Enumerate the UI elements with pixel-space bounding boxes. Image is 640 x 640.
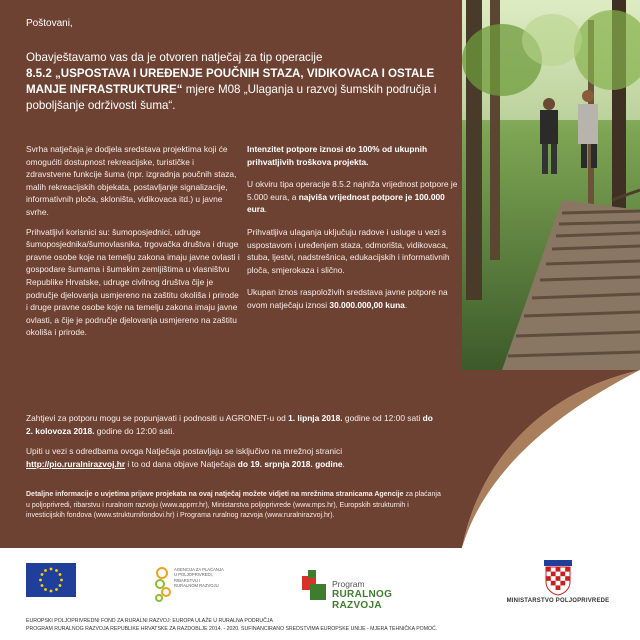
- intro-lead: Obavještavamo vas da je otvoren natječaj za tip operacije: [26, 51, 323, 64]
- total-text: [247, 286, 459, 311]
- program-label: Program: [332, 579, 365, 589]
- program-name: RURALNOG RAZVOJA: [332, 589, 393, 611]
- forest-stairs-photo: [462, 0, 640, 370]
- apply-tail: godine do 12:00 sati.: [94, 426, 175, 436]
- leaf-decoration: [462, 370, 640, 548]
- left-column: [26, 143, 240, 346]
- intro-paragraph: [26, 50, 462, 114]
- inquiries-mid: i to od dana objave Natječaja: [125, 459, 238, 469]
- footer-line-1: EUROPSKI POLJOPRIVREDNI FOND ZA RURALNI RAZVOJ: EUROPA ULAŽE U RURALNA PODRUČJA: [26, 618, 273, 624]
- footer-line-2: PROGRAM RURALNOG RAZVOJA REPUBLIKE HRVATSKE ZA RAZDOBLJE 2014. - 2020. SUFINANCIRANO SREDSTVIMA EUROPSKE UNIJE - MJERA TEHNIČKA POMOĆ.: [26, 626, 438, 632]
- agency-name: AGENCIJA ZA PLAĆANJA U POLJOPRIVREDI, RIBARSTVU I RURALNOM RAZVOJU: [174, 567, 224, 588]
- total-lead: Ukupan iznos raspoloživih sredstava javne potpore na ovom natječaju iznosi: [247, 287, 448, 310]
- total-tail: .: [404, 299, 408, 310]
- intensity-text: Intenzitet potpore iznosi do 100% od ukupnih prihvatljivih troškova projekta.: [247, 144, 428, 167]
- right-column: [247, 143, 459, 322]
- minmax-text: [247, 178, 459, 216]
- inquiries-tail: .: [342, 459, 345, 469]
- inquiries-lead: Upiti u vezi s odredbama ovoga Natječaja postavljaju se isključivo na mrežnoj stranici: [26, 446, 343, 456]
- intro-tail: mjere M08 „Ulaganja u razvoj šumskih područja i poboljšanje održivosti šuma“.: [26, 83, 437, 112]
- start-date: 1. lipnja 2018.: [288, 413, 343, 423]
- application-dates: [26, 412, 436, 438]
- greeting: Poštovani,: [26, 18, 73, 29]
- eu-flag-logo: [26, 563, 76, 597]
- purpose-text: Svrha natječaja je dodjela sredstava projektima koji će omogućiti dostupnost rekreacijske, turističke i zdravstvene funkcije šuma (npr. izgradnja poučnih staza, malih rekreacijskih objekata, postavljanje signalizacije, informativnih ploča, skloništa, vidikovaca itd.) u javne svrhe.: [26, 144, 237, 217]
- total-amount: 30.000.000,00 kuna: [329, 299, 405, 310]
- pio-link[interactable]: http://pio.ruralnirazvoj.hr: [26, 459, 126, 469]
- apply-mid: godine od 12:00 sati: [342, 413, 423, 423]
- minmax-lead: U okviru tipa operacije 8.5.2 najniža vrijednost potpore je 5.000 eura, a: [247, 179, 458, 202]
- program-logo: [302, 570, 442, 611]
- details-rest: za plaćanja u poljoprivredi, ribarstvu i ruralnom razvoju (www.apprrr.hr), Ministarstva poljoprivrede (www.mps.hr), Europskih strukturnih i investicijskih fondova (www.strukturnifondovi.hr) i Programa ruralnog razvoja (www.ruralnirazvoj.hr).: [26, 491, 441, 519]
- inquiries-text: [26, 445, 436, 471]
- apply-lead: Zahtjevi za potporu mogu se popunjavati i podnositi u AGRONET-u od: [26, 413, 289, 423]
- beneficiaries-text: Prihvatljivi korisnici su: šumoposjednici, udruge šumoposjednika/šumovlasnika, trgovačka društva i druge pravne osobe koje na temelju zakona imaju javne ovlasti i gospodare šumama i šumskim zemljištima u vlasništvu Republike Hrvatske, udruge civilnog društva čije je područje djelovanja usmjereno na zaštitu okoliša i prirode i druge pravne osobe koje na temelju zakona imaju javne ovlasti, a čije je područje djelovanja usmjereno na zaštitu okoliša i prirode.: [26, 226, 240, 338]
- investments-text: Prihvatljiva ulaganja uključuju radove i usluge u vezi s uspostavom i uređenjem staza, odmorišta, vidikovaca, stuba, ljestvi, nadstrešnica, edukacijskih i informativnih ploča, smjerokaza i slično.: [247, 226, 450, 275]
- operation-title: 8.5.2 „USPOSTAVA I UREĐENJE POUČNIH STAZA, VIDIKOVACA I OSTALE MANJE INFRASTRUKTURE“: [26, 67, 435, 96]
- inquiries-deadline: do 19. srpnja 2018. godine: [237, 459, 343, 469]
- end-date: do 2. kolovoza 2018.: [26, 413, 433, 436]
- ministry-name: MINISTARSTVO POLJOPRIVREDE: [506, 598, 610, 604]
- minmax-tail: .: [264, 204, 268, 215]
- ministry-logo: [498, 558, 618, 608]
- details-paragraph: [26, 490, 446, 522]
- minmax-bold: najviša vrijednost potpore je 100.000 eura: [247, 191, 445, 215]
- application-section: [26, 412, 436, 478]
- agency-logo: [152, 565, 222, 611]
- details-bold: Detaljne informacije o uvjetima prijave projekata na ovaj natječaj možete vidjeti na mrežnima stranicama Agencije: [26, 491, 404, 498]
